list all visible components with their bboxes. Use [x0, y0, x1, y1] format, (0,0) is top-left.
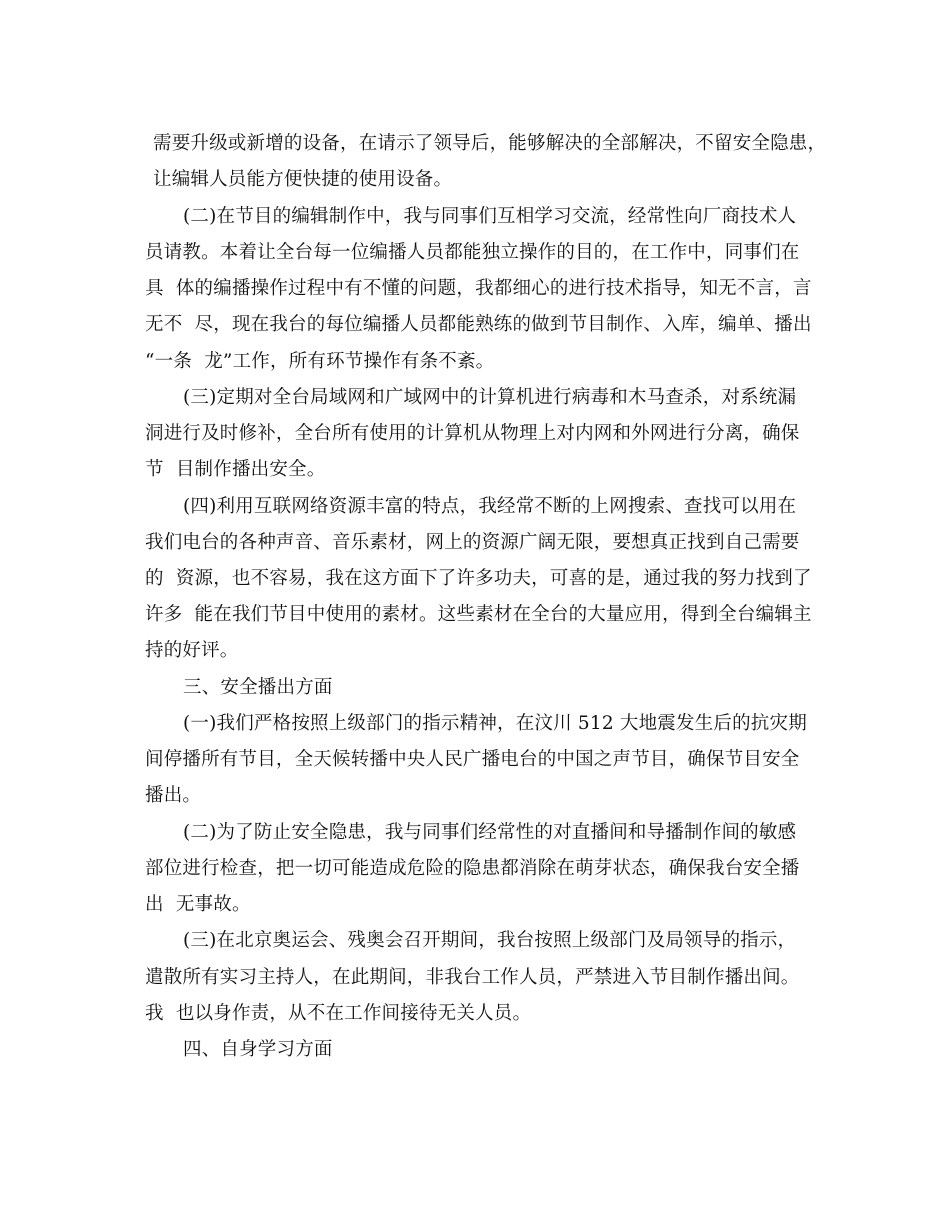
- text-line-8: (三)定期对全台局域网和广域网中的计算机进行病毒和木马查杀，对系统漏: [183, 387, 797, 408]
- text-line-24: 遣散所有实习主持人，在此期间，非我台工作人员，严禁进入节目制作播出间。: [145, 967, 800, 988]
- text-line-22: 出 无事故。: [145, 894, 251, 915]
- text-line-18: 间停播所有节目，全天候转播中央人民广播电台的中国之声节目，确保节目安全: [145, 749, 800, 770]
- text-line-12: 我们电台的各种声音、音乐素材，网上的资源广阔无限，要想真正找到自己需要: [145, 532, 800, 553]
- text-line-11: (四)利用互联网络资源丰富的特点，我经常不断的上网搜索、查找可以用在: [183, 496, 797, 517]
- text-line-1: 需要升级或新增的设备，在请示了领导后，能够解决的全部解决，不留安全隐患，: [153, 133, 827, 154]
- section-heading-study: 四、自身学习方面: [183, 1039, 333, 1060]
- text-line-14: 许多 能在我们节目中使用的素材。这些素材在全台的大量应用，得到全台编辑主: [145, 604, 812, 625]
- text-line-25: 我 也以身作责，从不在工作间接待无关人员。: [145, 1003, 532, 1024]
- text-line-19: 播出。: [145, 785, 202, 806]
- text-line-23: (三)在北京奥运会、残奥会召开期间，我台按照上级部门及局领导的指示，: [183, 930, 797, 951]
- text-line-4: 员请教。本着让全台每一位编播人员都能独立操作的目的，在工作中，同事们在: [145, 242, 800, 263]
- text-line-3: (二)在节目的编辑制作中，我与同事们互相学习交流，经常性向厂商技术人: [183, 206, 797, 227]
- text-line-9: 洞进行及时修补，全台所有使用的计算机从物理上对内网和外网进行分离，确保: [145, 423, 800, 444]
- text-line-7: “一条 龙”工作，所有环节操作有条不紊。: [145, 351, 495, 372]
- section-heading-safety: 三、安全播出方面: [183, 677, 333, 698]
- text-line-17: (一)我们严格按照上级部门的指示精神，在汶川 512 大地震发生后的抗灾期: [183, 713, 807, 734]
- text-line-13: 的 资源，也不容易，我在这方面下了许多功夫，可喜的是，通过我的努力找到了: [145, 568, 812, 589]
- text-line-21: 部位进行检查，把一切可能造成危险的隐患都消除在萌芽状态，确保我台安全播: [145, 858, 800, 879]
- text-line-15: 持的好评。: [145, 640, 239, 661]
- text-line-20: (二)为了防止安全隐患，我与同事们经常性的对直播间和导播制作间的敏感: [183, 822, 797, 843]
- text-line-5: 具 体的编播操作过程中有不懂的问题，我都细心的进行技术指导，知无不言，言: [145, 278, 812, 299]
- text-line-6: 无不 尽，现在我台的每位编播人员都能熟练的做到节目制作、入库，编单、播出: [145, 314, 812, 335]
- text-line-2: 让编辑人员能方便快捷的使用设备。: [153, 169, 453, 190]
- text-line-10: 节 目制作播出安全。: [145, 459, 326, 480]
